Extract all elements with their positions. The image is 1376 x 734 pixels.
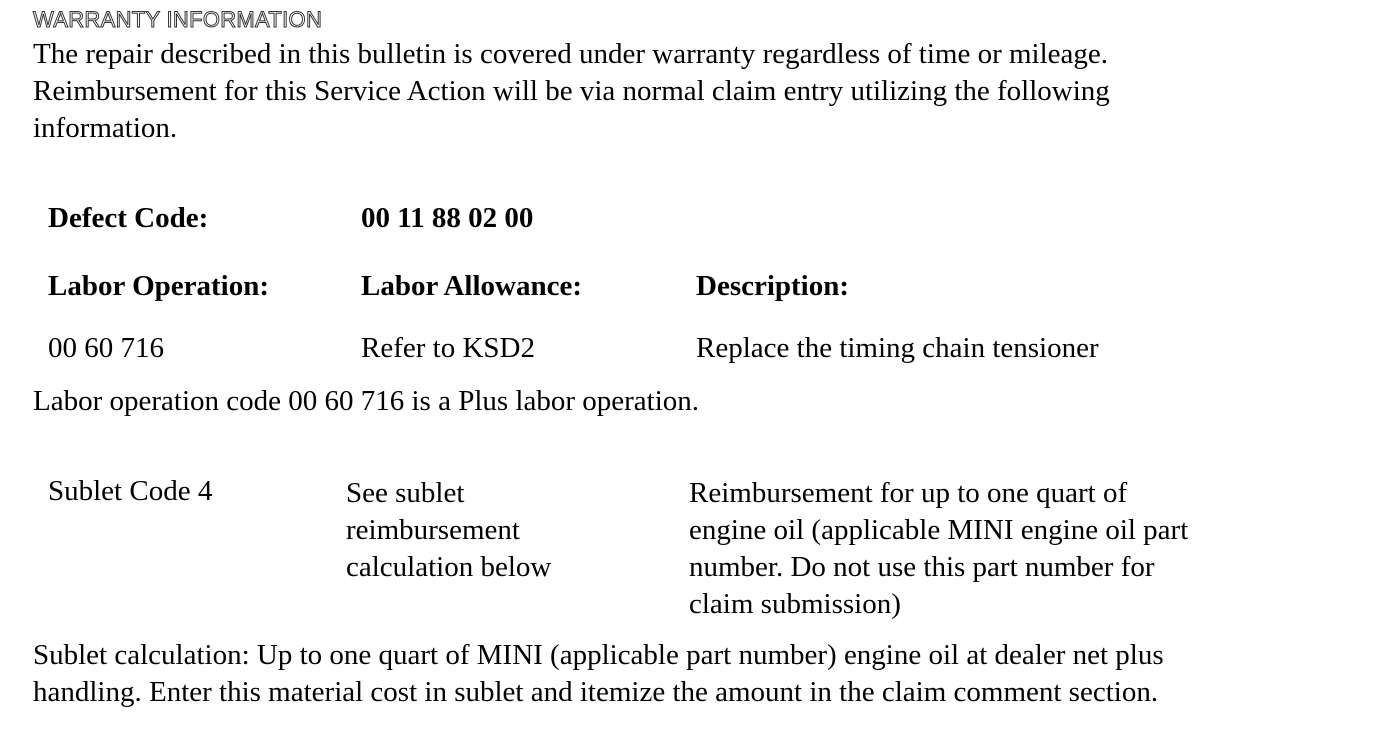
sublet-description bbox=[689, 475, 1188, 623]
labor-operation-header: Labor Operation: bbox=[48, 270, 269, 302]
sublet-allowance bbox=[346, 475, 551, 586]
description-header: Description: bbox=[696, 270, 850, 302]
sublet-description-line: engine oil (applicable MINI engine oil part bbox=[689, 514, 1189, 546]
labor-note: Labor operation code 00 60 716 is a Plus labor operation. bbox=[33, 385, 700, 417]
defect-code-label: Defect Code: bbox=[48, 202, 209, 234]
sublet-calculation-line: handling. Enter this material cost in sublet and itemize the amount in the claim comment section. bbox=[33, 676, 1159, 708]
sublet-allowance-line: reimbursement bbox=[346, 514, 520, 546]
sublet-allowance-line: See sublet bbox=[346, 477, 465, 509]
labor-allowance-header: Labor Allowance: bbox=[361, 270, 582, 302]
sublet-calculation-line: Sublet calculation: Up to one quart of MINI (applicable part number) engine oil at dealer net plus bbox=[33, 639, 1164, 671]
intro-line: Reimbursement for this Service Action will be via normal claim entry utilizing the following bbox=[33, 75, 1110, 107]
sublet-description-line: Reimbursement for up to one quart of bbox=[689, 477, 1128, 509]
intro-line: The repair described in this bulletin is covered under warranty regardless of time or mileage. bbox=[33, 38, 1109, 70]
defect-code-value: 00 11 88 02 00 bbox=[361, 202, 534, 234]
labor-allowance-value: Refer to KSD2 bbox=[361, 332, 535, 364]
sublet-code: Sublet Code 4 bbox=[48, 475, 213, 507]
section-heading: WARRANTY INFORMATION bbox=[33, 7, 323, 32]
sublet-allowance-line: calculation below bbox=[346, 551, 552, 583]
description-value: Replace the timing chain tensioner bbox=[696, 332, 1099, 364]
intro-paragraph bbox=[33, 36, 1110, 147]
sublet-calculation bbox=[33, 637, 1164, 711]
sublet-description-line: number. Do not use this part number for bbox=[689, 551, 1155, 583]
labor-operation-value: 00 60 716 bbox=[48, 332, 164, 364]
intro-line: information. bbox=[33, 112, 178, 144]
sublet-description-line: claim submission) bbox=[689, 588, 901, 620]
